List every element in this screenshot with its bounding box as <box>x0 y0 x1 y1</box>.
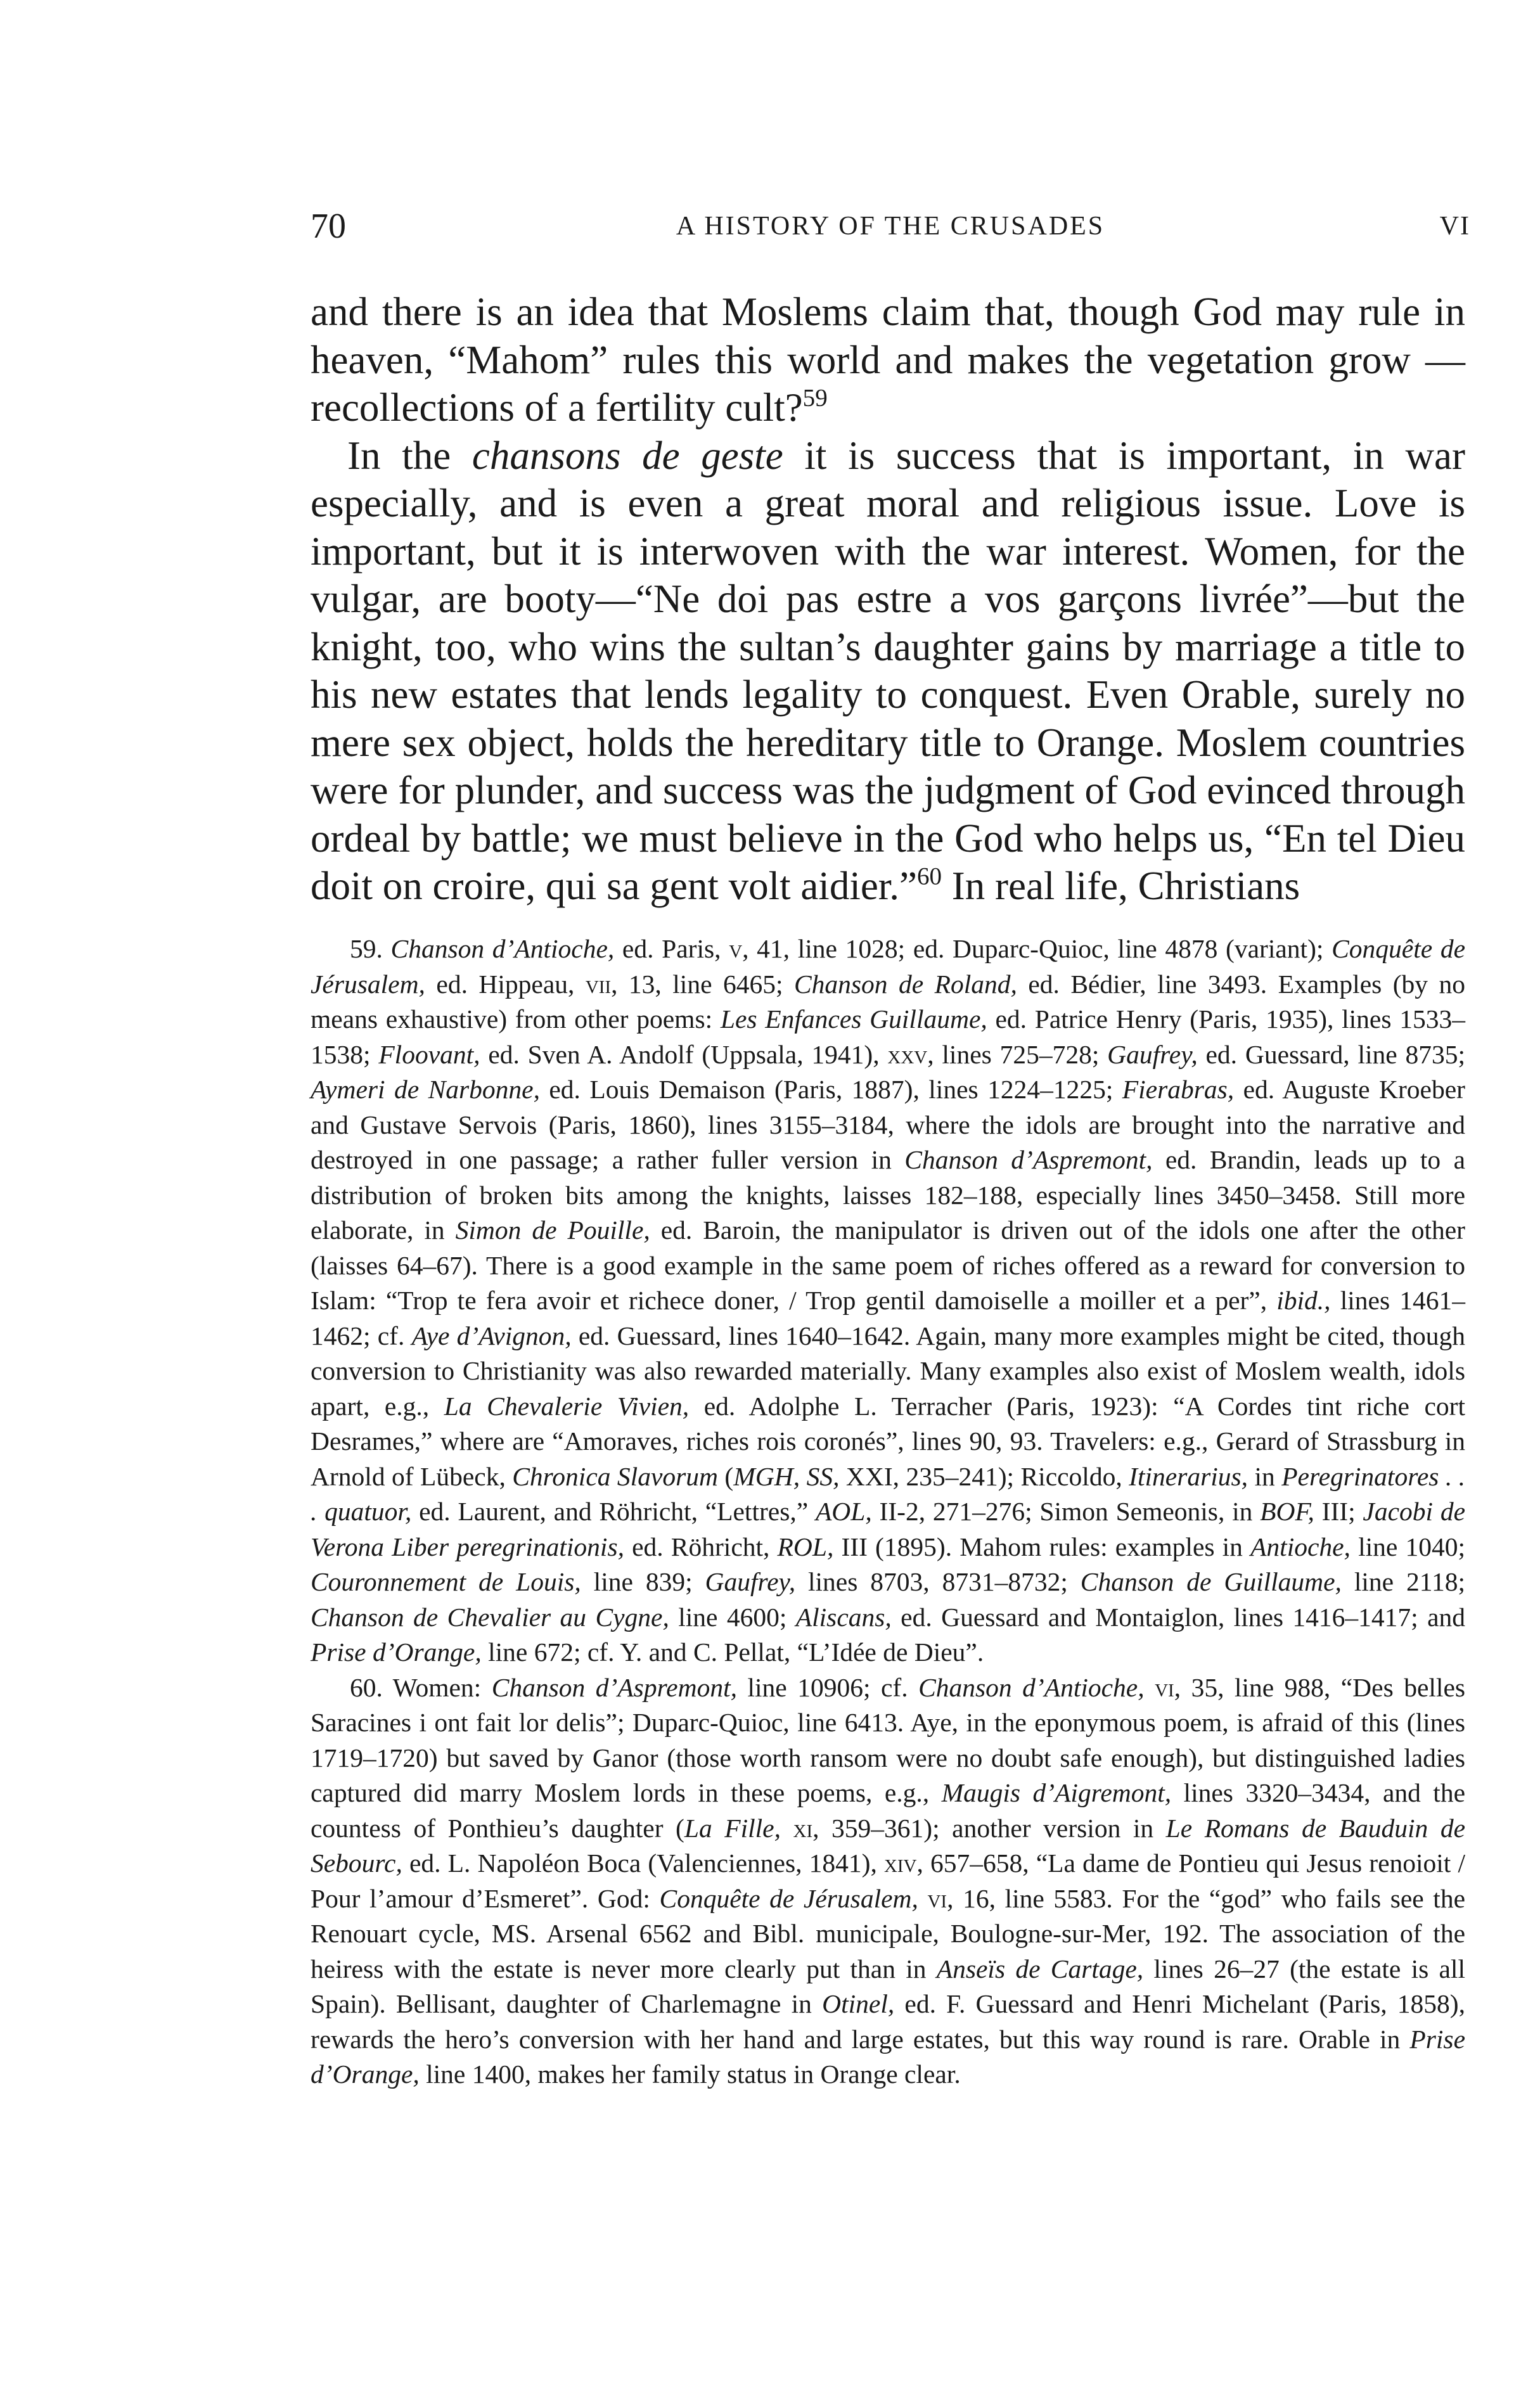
footnote-small-caps: v <box>729 934 743 963</box>
footnote-text: ed. Auguste Kroeber and Gustave Servois (Paris, 1860), lines 3155–3184, where the idols are brought into the narrative and destroyed in one passage; a rather fuller version in <box>311 1075 1465 1174</box>
footnote-text: ed. Laurent, and Röhricht, “Lettres,” <box>411 1497 816 1526</box>
footnote-text: ed. F. Guessard and Henri Michelant (Paris, 1858), rewards the hero’s conversion with her hand and large estates, but this way round is rare. Orable in <box>311 1989 1465 2054</box>
footnote-italic: BOF, <box>1260 1497 1314 1526</box>
footnote-ref-60: 60 <box>917 862 942 890</box>
footnote-text: line 2118; <box>1341 1567 1465 1596</box>
footnote-italic: Antioche, <box>1250 1532 1351 1561</box>
footnote-text: ed. Louis Demaison (Paris, 1887), lines 1224–1225; <box>539 1075 1122 1104</box>
footnote-italic: Le Romans de Bauduin de Sebourc, <box>311 1813 1465 1878</box>
paragraph-2-a: In the <box>347 433 472 478</box>
footnote-italic: MGH, SS, <box>733 1461 840 1491</box>
footnote-text: ed. Sven A. Andolf (Uppsala, 1941), <box>480 1039 888 1069</box>
footnote-italic: Floovant, <box>378 1039 480 1069</box>
footnote-text: ed. Röhricht, <box>624 1532 778 1561</box>
footnote-59 <box>311 932 1465 1670</box>
footnote-small-caps: vi <box>1155 1672 1174 1702</box>
footnote-italic: Conquête de Jérusalem, <box>659 1883 918 1913</box>
footnote-text <box>1145 1673 1155 1702</box>
main-text <box>311 288 1465 911</box>
footnote-italic: Chanson de Roland, <box>793 969 1017 999</box>
footnote-italic: Fierabras, <box>1122 1075 1235 1104</box>
footnote-italic: Chanson d’Antioche, <box>390 934 615 963</box>
footnote-text: lines 26–27 (the estate is all Spain). Bellisant, daughter of Charlemagne in <box>311 1954 1465 2018</box>
footnote-text: , lines 725–728; <box>927 1039 1108 1069</box>
footnote-italic: Peregrinatores . . . quatuor, <box>311 1461 1466 1526</box>
footnote-text: line 4600; <box>669 1602 796 1632</box>
footnote-italic: Conquête de Jérusalem, <box>311 934 1465 999</box>
footnote-italic: Chronica Slavorum <box>512 1461 718 1491</box>
footnote-text: ed. Hippeau, <box>425 969 586 999</box>
paragraph-2-c: In real life, Christians <box>942 864 1300 908</box>
paragraph-2 <box>311 432 1465 911</box>
footnote-text <box>918 1884 928 1913</box>
footnote-text: , 16, line 5583. For the “god” who fails see the Renouart cycle, MS. Arsenal 6562 and Bibl. municipale, Boulogne-sur-Mer, 192. The association of the heiress with the estate is never more clearly put than in <box>311 1883 1466 1983</box>
footnote-text: ed. L. Napoléon Boca (Valenciennes, 1841), <box>402 1848 884 1878</box>
footnote-text: II-2, 271–276; Simon Semeonis, in <box>871 1497 1261 1526</box>
footnote-italic: Jacobi de Verona Liber peregrinationis, <box>311 1497 1465 1561</box>
paragraph-2-italic: chansons de geste <box>472 433 783 478</box>
footnote-text: 59. <box>350 934 391 963</box>
footnote-text: line 672; cf. Y. and C. Pellat, “L’Idée de Dieu”. <box>481 1637 984 1667</box>
footnote-italic: La Chevalerie Vivien, <box>444 1391 690 1421</box>
paragraph-2-b: it is success that is important, in war especially, and is even a great moral and religious issue. Love is important, but it is interwoven with the war interest. Women, for the vulgar, are booty—“Ne doi pas estre a vos garçons livrée”—but the knight, too, who wins the sultan’s daughter gains by marriage a title to his new estates that lends legality to conquest. Even Orable, surely no mere sex object, holds the hereditary title to Orange. Moslem countries were for plunder, and success was the judgment of God evinced through ordeal by battle; we must believe in the God who helps us, “En tel Dieu doit on croire, qui sa gent volt aidier.” <box>311 433 1465 908</box>
footnote-text: ed. Patrice Henry (Paris, 1935), lines 1533–1538; <box>311 1004 1465 1069</box>
footnote-italic: ROL, <box>777 1532 834 1561</box>
footnote-italic: Simon de Pouille, <box>455 1215 650 1245</box>
footnote-text: ed. Adolphe L. Terracher (Paris, 1923): “A Cordes tint riche cort Desrames,” where are “Amoraves, riches rois coronés”, lines 90, 93. Travelers: e.g., Gerard of Strassburg in Arnold of Lübeck, <box>311 1391 1465 1491</box>
footnote-italic: Les Enfances Guillaume, <box>720 1004 987 1034</box>
footnote-text: ed. Guessard and Montaiglon, lines 1416–1417; and <box>891 1602 1465 1632</box>
footnote-text: , 41, line 1028; ed. Duparc-Quioc, line 4878 (variant); <box>742 934 1332 963</box>
footnote-text: line 839; <box>581 1567 705 1596</box>
running-title: A HISTORY OF THE CRUSADES <box>676 212 1105 241</box>
footnote-text: lines 8703, 8731–8732; <box>795 1567 1081 1596</box>
footnote-text: ed. Guessard, lines 1640–1642. Again, many more examples might be cited, though conversion to Christianity was also rewarded materially. Many examples also exist of Moslem wealth, idols apart, e.g., <box>311 1321 1465 1421</box>
footnote-text: line 1400, makes her family status in Orange clear. <box>419 2059 961 2089</box>
footnote-small-caps: xxv <box>887 1039 928 1069</box>
footnote-italic: Chanson d’Antioche, <box>918 1672 1145 1702</box>
footnote-small-caps: xi <box>793 1813 813 1843</box>
footnote-italic: Prise d’Orange, <box>311 1637 482 1667</box>
footnote-italic: Prise d’Orange, <box>311 2024 1465 2089</box>
footnote-text: lines 1461–1462; cf. <box>311 1286 1465 1350</box>
footnote-ref-59: 59 <box>802 384 828 412</box>
paragraph-1 <box>311 288 1465 432</box>
footnote-italic: Aliscans, <box>795 1602 892 1632</box>
footnote-italic: La Fille, <box>684 1813 781 1843</box>
footnote-italic: Otinel, <box>822 1989 895 2018</box>
footnote-small-caps: vi <box>927 1883 947 1913</box>
footnote-italic: Chanson de Guillaume, <box>1080 1567 1342 1596</box>
footnote-italic: Anseïs de Cartage, <box>936 1954 1144 1983</box>
footnote-60 <box>311 1670 1465 2092</box>
footnote-italic: Couronnement de Louis, <box>311 1567 581 1596</box>
footnote-text: in <box>1248 1461 1282 1491</box>
footnote-text <box>781 1814 793 1843</box>
footnote-italic: Aymeri de Narbonne, <box>311 1075 540 1104</box>
paragraph-1-text: and there is an idea that Moslems claim that, though God may rule in heaven, “Mahom” rules this world and makes the vegetation grow —recollections of a fertility cult? <box>311 290 1465 430</box>
footnote-text: , 359–361); another version in <box>812 1813 1166 1843</box>
footnote-text: 60. Women: <box>350 1672 492 1702</box>
running-header <box>311 204 1470 248</box>
footnote-text: , 35, line 988, “Des belles Saracines i ont fait lor delis”; Duparc-Quioc, line 6413. Aye, in the eponymous poem, is afraid of this (lines 1719–1720) but saved by Ganor (those worth ransom were no doubt safe enough), but distinguished ladies captured did marry Moslem lords in these poems, e.g., <box>311 1672 1466 1807</box>
footnote-text: , 657–658, “La dame de Pontieu qui Jesus renoioit / Pour l’amour d’Esmeret”. God: <box>311 1848 1465 1913</box>
footnote-text: , 13, line 6465; <box>611 969 794 999</box>
footnote-text: XXI, 235–241); Riccoldo, <box>839 1461 1129 1491</box>
footnotes <box>311 932 1465 2092</box>
footnote-italic: AOL, <box>815 1497 872 1526</box>
footnote-italic: Chanson d’Aspremont, <box>904 1145 1153 1174</box>
footnote-italic: Gaufrey, <box>1107 1039 1198 1069</box>
footnote-small-caps: vii <box>585 969 612 999</box>
footnote-italic: ibid., <box>1276 1286 1331 1315</box>
footnote-text: ed. Brandin, leads up to a distribution of broken bits among the knights, laisses 182–188, especially lines 3450–3458. Still more elaborate, in <box>311 1145 1465 1245</box>
footnote-text: line 1040; <box>1350 1532 1465 1561</box>
footnote-italic: Gaufrey, <box>705 1567 796 1596</box>
chapter-number: VI <box>1439 212 1470 241</box>
footnote-text: ed. Bédier, line 3493. Examples (by no means exhaustive) from other poems: <box>311 969 1466 1034</box>
footnote-text: ed. Guessard, line 8735; <box>1197 1039 1466 1069</box>
footnote-text: ( <box>718 1461 734 1491</box>
footnote-text: III; <box>1314 1497 1363 1526</box>
footnote-text: ed. Baroin, the manipulator is driven out of the idols one after the other (laisses 64–67). There is a good example in the same poem of riches offered as a reward for conversion to Islam: “Trop te fera avoir et richece doner, / Trop gentil damoiselle a moiller et a per”, <box>311 1215 1465 1315</box>
footnote-italic: Maugis d’Aigremont, <box>941 1778 1172 1807</box>
footnote-text: lines 3320–3434, and the countess of Ponthieu’s daughter ( <box>311 1778 1466 1843</box>
footnote-italic: Chanson d’Aspremont, <box>491 1672 737 1702</box>
footnote-text: ed. Paris, <box>614 934 729 963</box>
footnote-italic: Chanson de Chevalier au Cygne, <box>311 1602 669 1632</box>
footnote-small-caps: xiv <box>883 1848 917 1878</box>
footnote-text: III (1895). Mahom rules: examples in <box>833 1532 1251 1561</box>
footnote-italic: Itinerarius, <box>1129 1461 1248 1491</box>
footnote-text: line 10906; cf. <box>736 1672 919 1702</box>
footnote-italic: Aye d’Avignon, <box>411 1321 572 1350</box>
page-number: 70 <box>311 207 346 246</box>
